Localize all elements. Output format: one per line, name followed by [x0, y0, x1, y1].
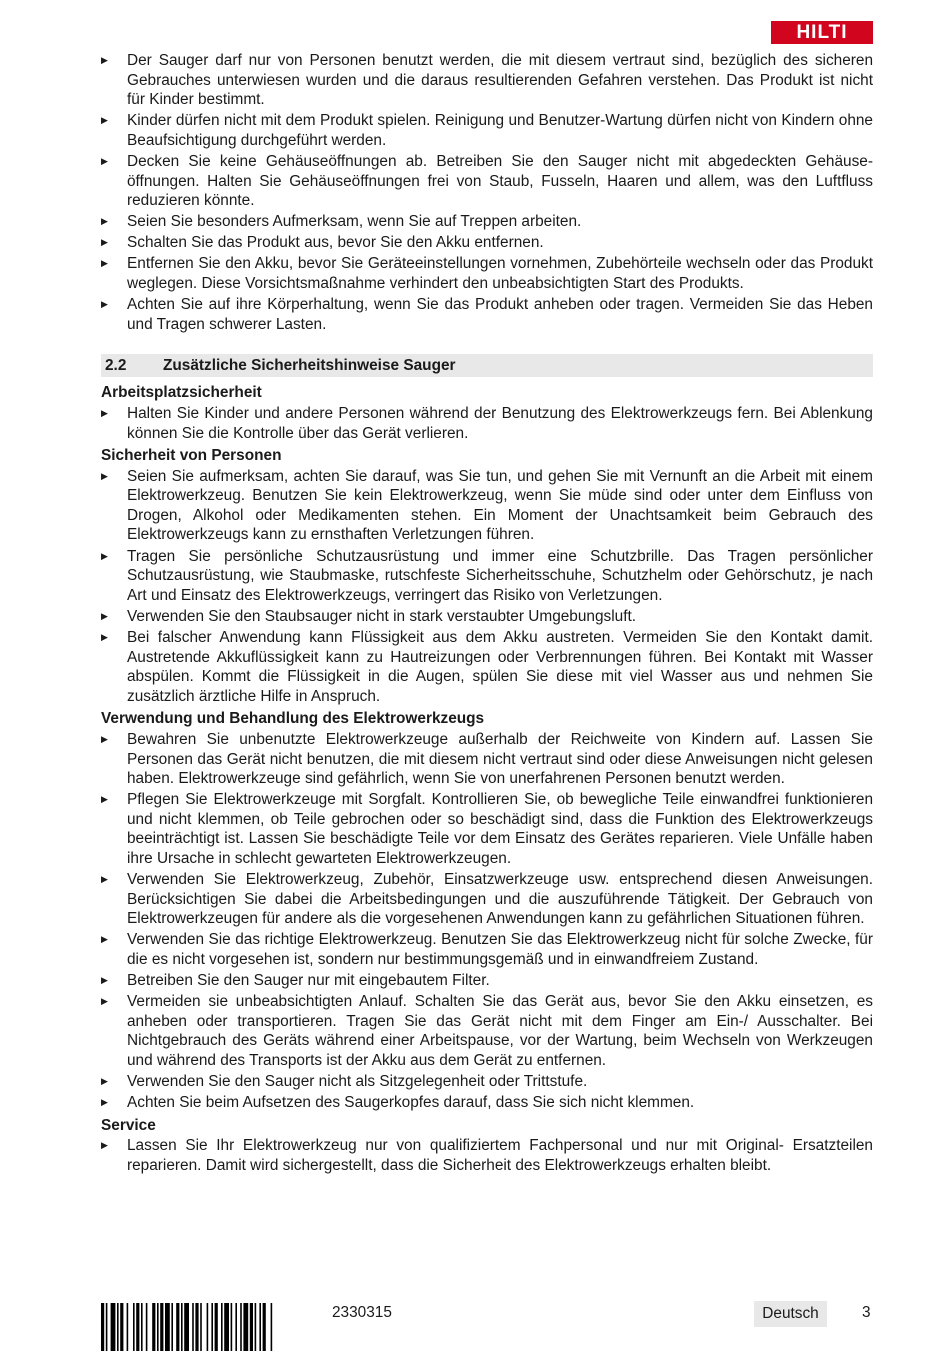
list-item: ▶ Seien Sie aufmerksam, achten Sie darauf, was Sie tun, und gehen Sie mit Vernunft an die Arbeit mit einem Elektrowerkzeug. Benutzen Sie kein Elektrowerkzeug, wenn Sie müde sind oder unter dem Einfluss von Drogen, Alkohol oder Medikamenten stehen. Ein Moment der Unachtsamkeit beim Gebrauch des Elektrowerkzeugs kann zu ernsthaften Verletzungen führen. [101, 467, 873, 544]
list-item: ▶ Decken Sie keine Gehäuseöffnungen ab. Betreiben Sie den Sauger nicht mit abgedeckten Gehäuseöffnungen. Halten Sie Gehäuseöffnungen frei von Staub, Fusseln, Haaren und allem, was den Luftfluss reduzieren könnte. [101, 152, 873, 210]
list-item: ▶ Bei falscher Anwendung kann Flüssigkeit aus dem Akku austreten. Vermeiden Sie den Kontakt damit. Austretende Akkuflüssigkeit kann zu Hautreizungen oder Verbrennungen führen. Bei Kontakt mit Wasser abspülen. Kommt die Flüssigkeit in die Augen, spülen Sie diese mit viel Wasser aus und nehmen Sie zusätzlich ärztliche Hilfe in Anspruch. [101, 628, 873, 705]
list-item: ▶ Der Sauger darf nur von Personen benutzt werden, die mit diesem vertraut sind, bezüglich des sicheren Gebrauches unterwiesen wurden und die daraus resultierenden Gefahren verstehen. Das Produkt ist nicht für Kinder bestimmt. [101, 52, 873, 109]
list-item: ▶ Schalten Sie das Produkt aus, bevor Sie den Akku entfernen. [101, 234, 544, 252]
list-item: ▶ Vermeiden sie unbeabsichtigten Anlauf. Schalten Sie das Gerät aus, bevor Sie den Akku einsetzen, es anheben oder transportieren. Tragen Sie das Gerät nicht mit dem Finger am Ein-/ Ausschalter. Bei Nichtgebrauch des Geräts während einer Arbeitspause, vor der Wartung, beim Wechseln von Werkzeugen und während des Transports ist der Akku aus dem Gerät zu entfernen. [101, 993, 873, 1069]
list-item: ▶ Betreiben Sie den Sauger nur mit eingebautem Filter. [101, 972, 490, 990]
bullet-icon: ▶ [101, 470, 108, 481]
language-badge: Deutsch [754, 1301, 827, 1327]
document-number: 2330315 [332, 1304, 392, 1321]
bullet-icon: ▶ [101, 155, 108, 166]
bullet-icon: ▶ [101, 874, 108, 885]
bullet-icon: ▶ [101, 258, 108, 269]
subsection-title: Sicherheit von Personen [101, 447, 282, 465]
bullet-icon: ▶ [101, 1076, 108, 1086]
list-item: ▶ Achten Sie beim Aufsetzen des Saugerkopfes darauf, dass Sie sich nicht klemmen. [101, 1094, 695, 1112]
list-item: ▶ Lassen Sie Ihr Elektrowerkzeug nur von qualifiziertem Fachpersonal und nur mit Original- Ersatzteilen reparieren. Damit wird sichergestellt, dass die Sicherheit des Elektrowerkzeugs erhalten bleibt. [101, 1137, 873, 1174]
bullet-icon: ▶ [101, 934, 108, 945]
bullet-icon: ▶ [101, 610, 108, 621]
bullet-icon: ▶ [101, 631, 108, 642]
list-item: ▶ Halten Sie Kinder und andere Personen während der Benutzung des Elektrowerkzeugs fern. Bei Ablenkung können Sie die Kontrolle über das Gerät verlieren. [101, 404, 873, 442]
subsection-list [101, 1136, 873, 1175]
bullet-icon: ▶ [101, 996, 108, 1007]
section-heading [101, 354, 873, 377]
list-item: ▶ Seien Sie besonders Aufmerksam, wenn Sie auf Treppen arbeiten. [101, 213, 582, 231]
intro-list [101, 51, 873, 334]
list-item: ▶ Pflegen Sie Elektrowerkzeuge mit Sorgfalt. Kontrollieren Sie, ob bewegliche Teile einwandfrei funktionieren und nicht klemmen, ob Teile gebrochen oder so beschädigt sind, dass die Funktion des Elektrowerkzeugs beeinträchtigt ist. Lassen Sie beschädigte Teile vor dem Einsatz des Gerätes reparieren. Viele Unfälle haben ihre Ursache in schlecht gewarteten Elektrowerkzeugen. [101, 791, 873, 867]
list-item: ▶ Verwenden Sie Elektrowerkzeug, Zubehör, Einsatzwerkzeuge usw. entsprechend diesen Anweisungen. Berücksichtigen Sie dabei die Arbeitsbedingungen und die auszuführende Tätigkeit. Der Gebrauch von Elektrowerkzeugen für andere als die vorgesehenen Anwendungen kann zu gefährlichen Situationen führen. [101, 871, 873, 928]
subsection-list [101, 404, 873, 443]
subsection-title: Service [101, 1116, 156, 1134]
list-item: ▶ Verwenden Sie den Sauger nicht als Sitzgelegenheit oder Trittstufe. [101, 1073, 588, 1090]
bullet-icon: ▶ [101, 237, 108, 248]
barcode-image [101, 1303, 323, 1351]
list-item: ▶ Tragen Sie persönliche Schutzausrüstung und immer eine Schutzbrille. Das Tragen persönlicher Schutzausrüstung, wie Staubmaske, rutschfeste Sicherheitsschuhe, Schutzhelm oder Gehörschutz, je nach Art und Einsatz des Elektrowerkzeugs, verringert das Risiko von Verletzungen. [101, 547, 873, 604]
bullet-icon: ▶ [101, 407, 108, 418]
logo-text: HILTI [796, 22, 848, 43]
bullet-icon: ▶ [101, 216, 108, 227]
bullet-icon: ▶ [101, 975, 108, 986]
list-item: ▶ Verwenden Sie das richtige Elektrowerkzeug. Benutzen Sie das Elektrowerkzeug nicht für solche Zwecke, für die es nicht vorgesehen ist, sondern nur bestimmungsgemäß und in einwandfreiem Zustand. [101, 931, 873, 968]
list-item: ▶ Bewahren Sie unbenutzte Elektrowerkzeuge außerhalb der Reichweite von Kindern auf. Lassen Sie Personen das Gerät nicht benutzen, die mit diesem nicht vertraut sind oder diese Anweisungen nicht gelesen haben. Elektrowerkzeuge sind gefährlich, wenn Sie von unerfahrenen Personen benutzt werden. [101, 730, 873, 788]
bullet-icon: ▶ [101, 115, 108, 126]
page-number: 3 [862, 1304, 871, 1321]
list-item: ▶ Achten Sie auf ihre Körperhaltung, wenn Sie das Produkt anheben oder tragen. Vermeiden Sie das Heben und Tragen schwerer Lasten. [101, 296, 873, 333]
bullet-icon: ▶ [101, 55, 108, 65]
bullet-icon: ▶ [101, 794, 108, 805]
subsection-title: Arbeitsplatzsicherheit [101, 384, 262, 402]
bullet-icon: ▶ [101, 1097, 108, 1108]
document-body [101, 51, 873, 1177]
list-item: ▶ Kinder dürfen nicht mit dem Produkt spielen. Reinigung und Benutzer-Wartung dürfen nicht von Kindern ohne Beaufsichtigung durchgeführt werden. [101, 112, 873, 149]
list-item: ▶ Entfernen Sie den Akku, bevor Sie Geräteeinstellungen vornehmen, Zubehörteile wechseln oder das Produkt weglegen. Diese Vorsichtsmaßnahme verhindert den unbeabsichtigten Start des Produkts. [101, 255, 873, 293]
bullet-icon: ▶ [101, 1140, 108, 1151]
bullet-icon: ▶ [101, 550, 108, 561]
bullet-icon: ▶ [101, 299, 108, 310]
list-item: ▶ Verwenden Sie den Staubsauger nicht in stark verstaubter Umgebungsluft. [101, 607, 637, 625]
subsection-list [101, 467, 873, 707]
hilti-logo [771, 21, 873, 44]
subsection-list [101, 730, 873, 1113]
bullet-icon: ▶ [101, 733, 108, 744]
section-title: Zusätzliche Sicherheitshinweise Sauger [163, 356, 456, 374]
subsection-title: Verwendung und Behandlung des Elektrowerkzeugs [101, 710, 485, 728]
section-number: 2.2 [105, 356, 127, 374]
